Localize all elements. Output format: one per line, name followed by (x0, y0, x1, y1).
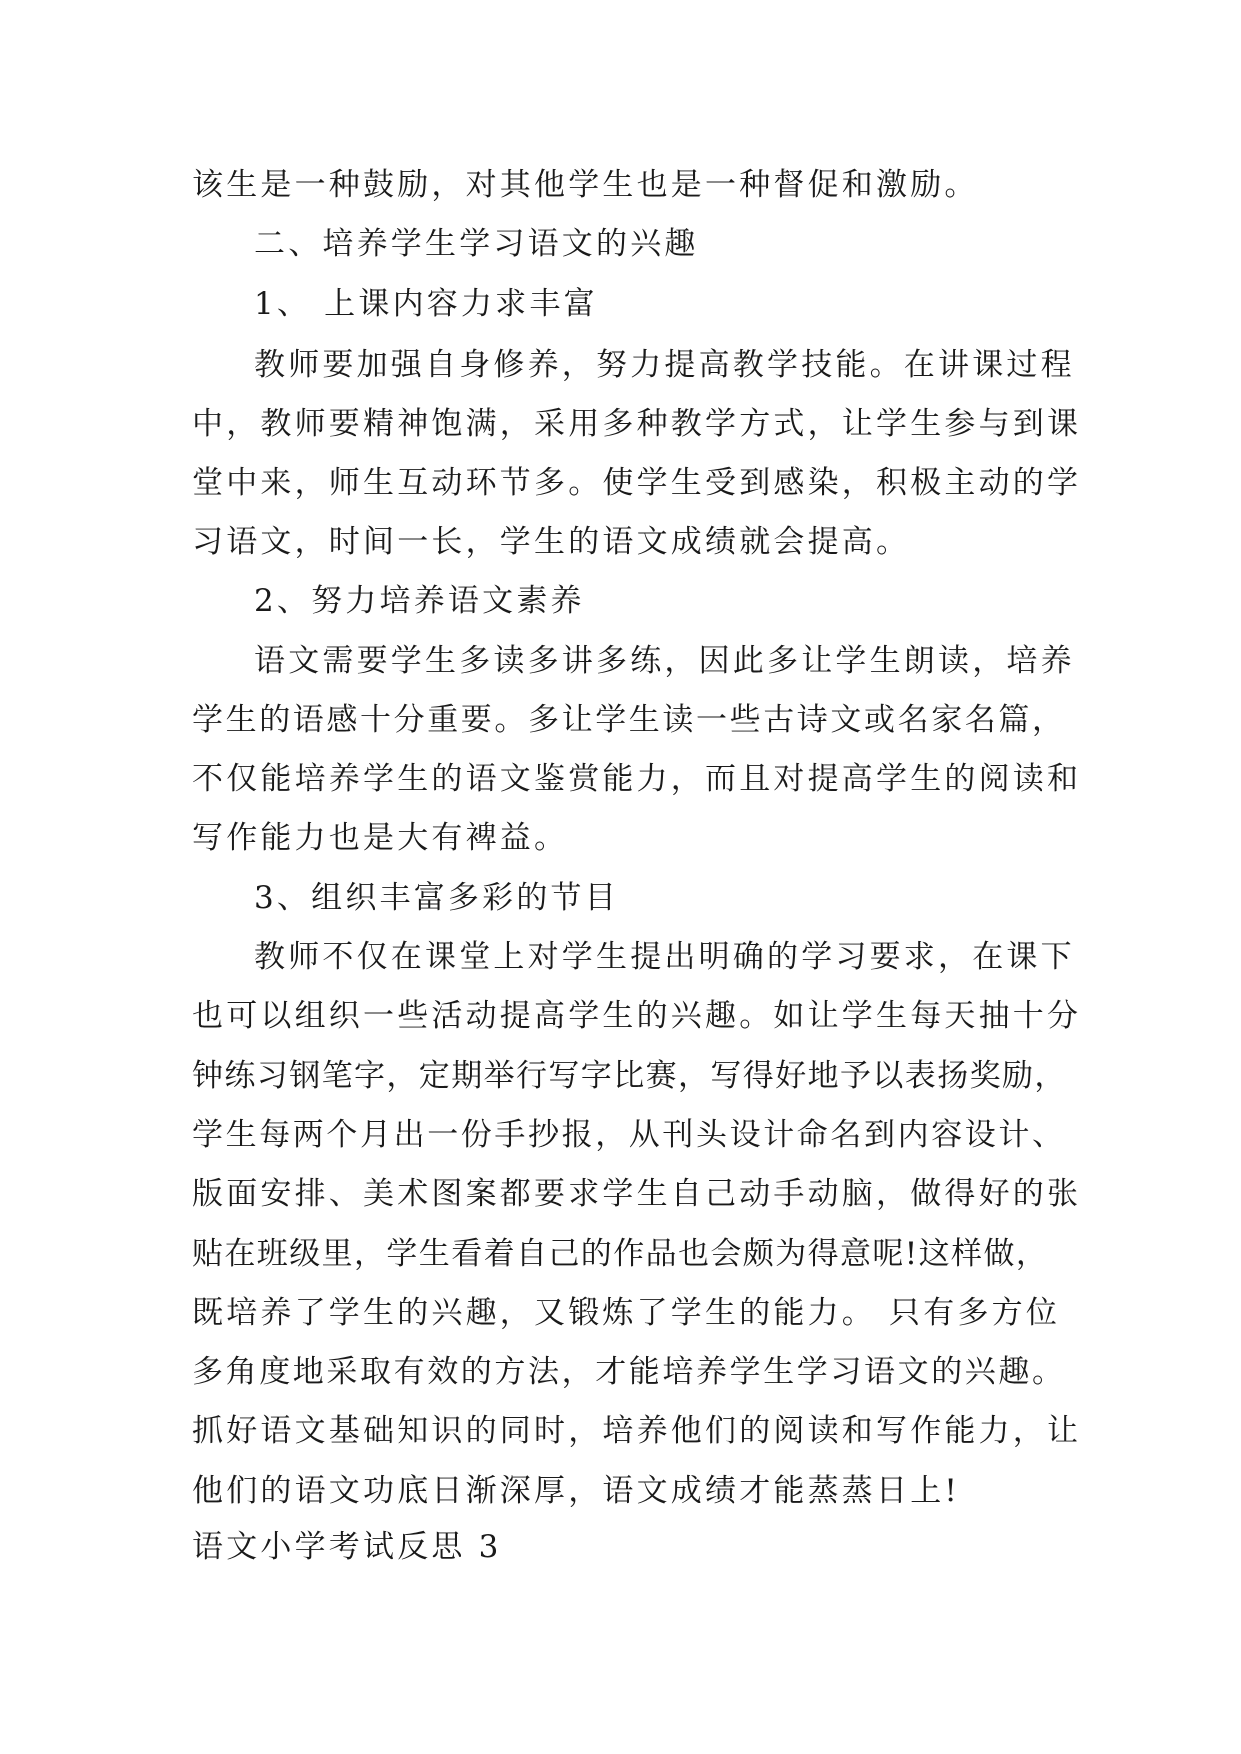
text-line: 版面安排、美术图案都要求学生自己动手动脑，做得好的张 (192, 1176, 1082, 1212)
text-line: 写作能力也是大有裨益。 (192, 820, 569, 856)
subsection-heading: 2、努力培养语文素养 (254, 583, 585, 619)
text-line: 语文需要学生多读多讲多练，因此多让学生朗读，培养 (254, 643, 1075, 679)
text-line: 多角度地采取有效的方法，才能培养学生学习语文的兴趣。 (192, 1354, 1066, 1390)
subsection-heading: 3、组织丰富多彩的节目 (254, 880, 619, 916)
text-line: 他们的语文功底日渐深厚，语文成绩才能蒸蒸日上! (192, 1473, 961, 1509)
text-line: 学生每两个月出一份手抄报，从刊头设计命名到内容设计、 (192, 1117, 1066, 1153)
text-line: 中，教师要精神饱满，采用多种教学方式，让学生参与到课 (192, 406, 1082, 442)
text-line: 不仅能培养学生的语文鉴赏能力，而且对提高学生的阅读和 (192, 761, 1082, 797)
text-line: 既培养了学生的兴趣，又锻炼了学生的能力。 只有多方位 (192, 1295, 1061, 1331)
text-line: 习语文，时间一长，学生的语文成绩就会提高。 (192, 524, 911, 560)
text-line: 教师不仅在课堂上对学生提出明确的学习要求，在课下 (254, 939, 1075, 975)
section-heading: 二、培养学生学习语文的兴趣 (254, 226, 699, 262)
text-line: 钟练习钢笔字，定期举行写字比赛，写得好地予以表扬奖励， (192, 1058, 1067, 1094)
text-line: 该生是一种鼓励，对其他学生也是一种督促和激励。 (192, 167, 979, 203)
text-line: 堂中来，师生互动环节多。使学生受到感染，积极主动的学 (192, 465, 1082, 501)
text-line: 贴在班级里，学生看着自己的作品也会颇为得意呢!这样做， (192, 1236, 1049, 1272)
text-line: 抓好语文基础知识的同时，培养他们的阅读和写作能力，让 (192, 1413, 1082, 1449)
document-title-heading: 语文小学考试反思 3 (192, 1529, 502, 1565)
subsection-heading: 1、 上课内容力求丰富 (254, 286, 598, 322)
text-line: 教师要加强自身修养，努力提高教学技能。在讲课过程 (254, 347, 1075, 383)
text-line: 也可以组织一些活动提高学生的兴趣。如让学生每天抽十分 (192, 998, 1082, 1034)
text-line: 学生的语感十分重要。多让学生读一些古诗文或名家名篇， (192, 702, 1066, 738)
